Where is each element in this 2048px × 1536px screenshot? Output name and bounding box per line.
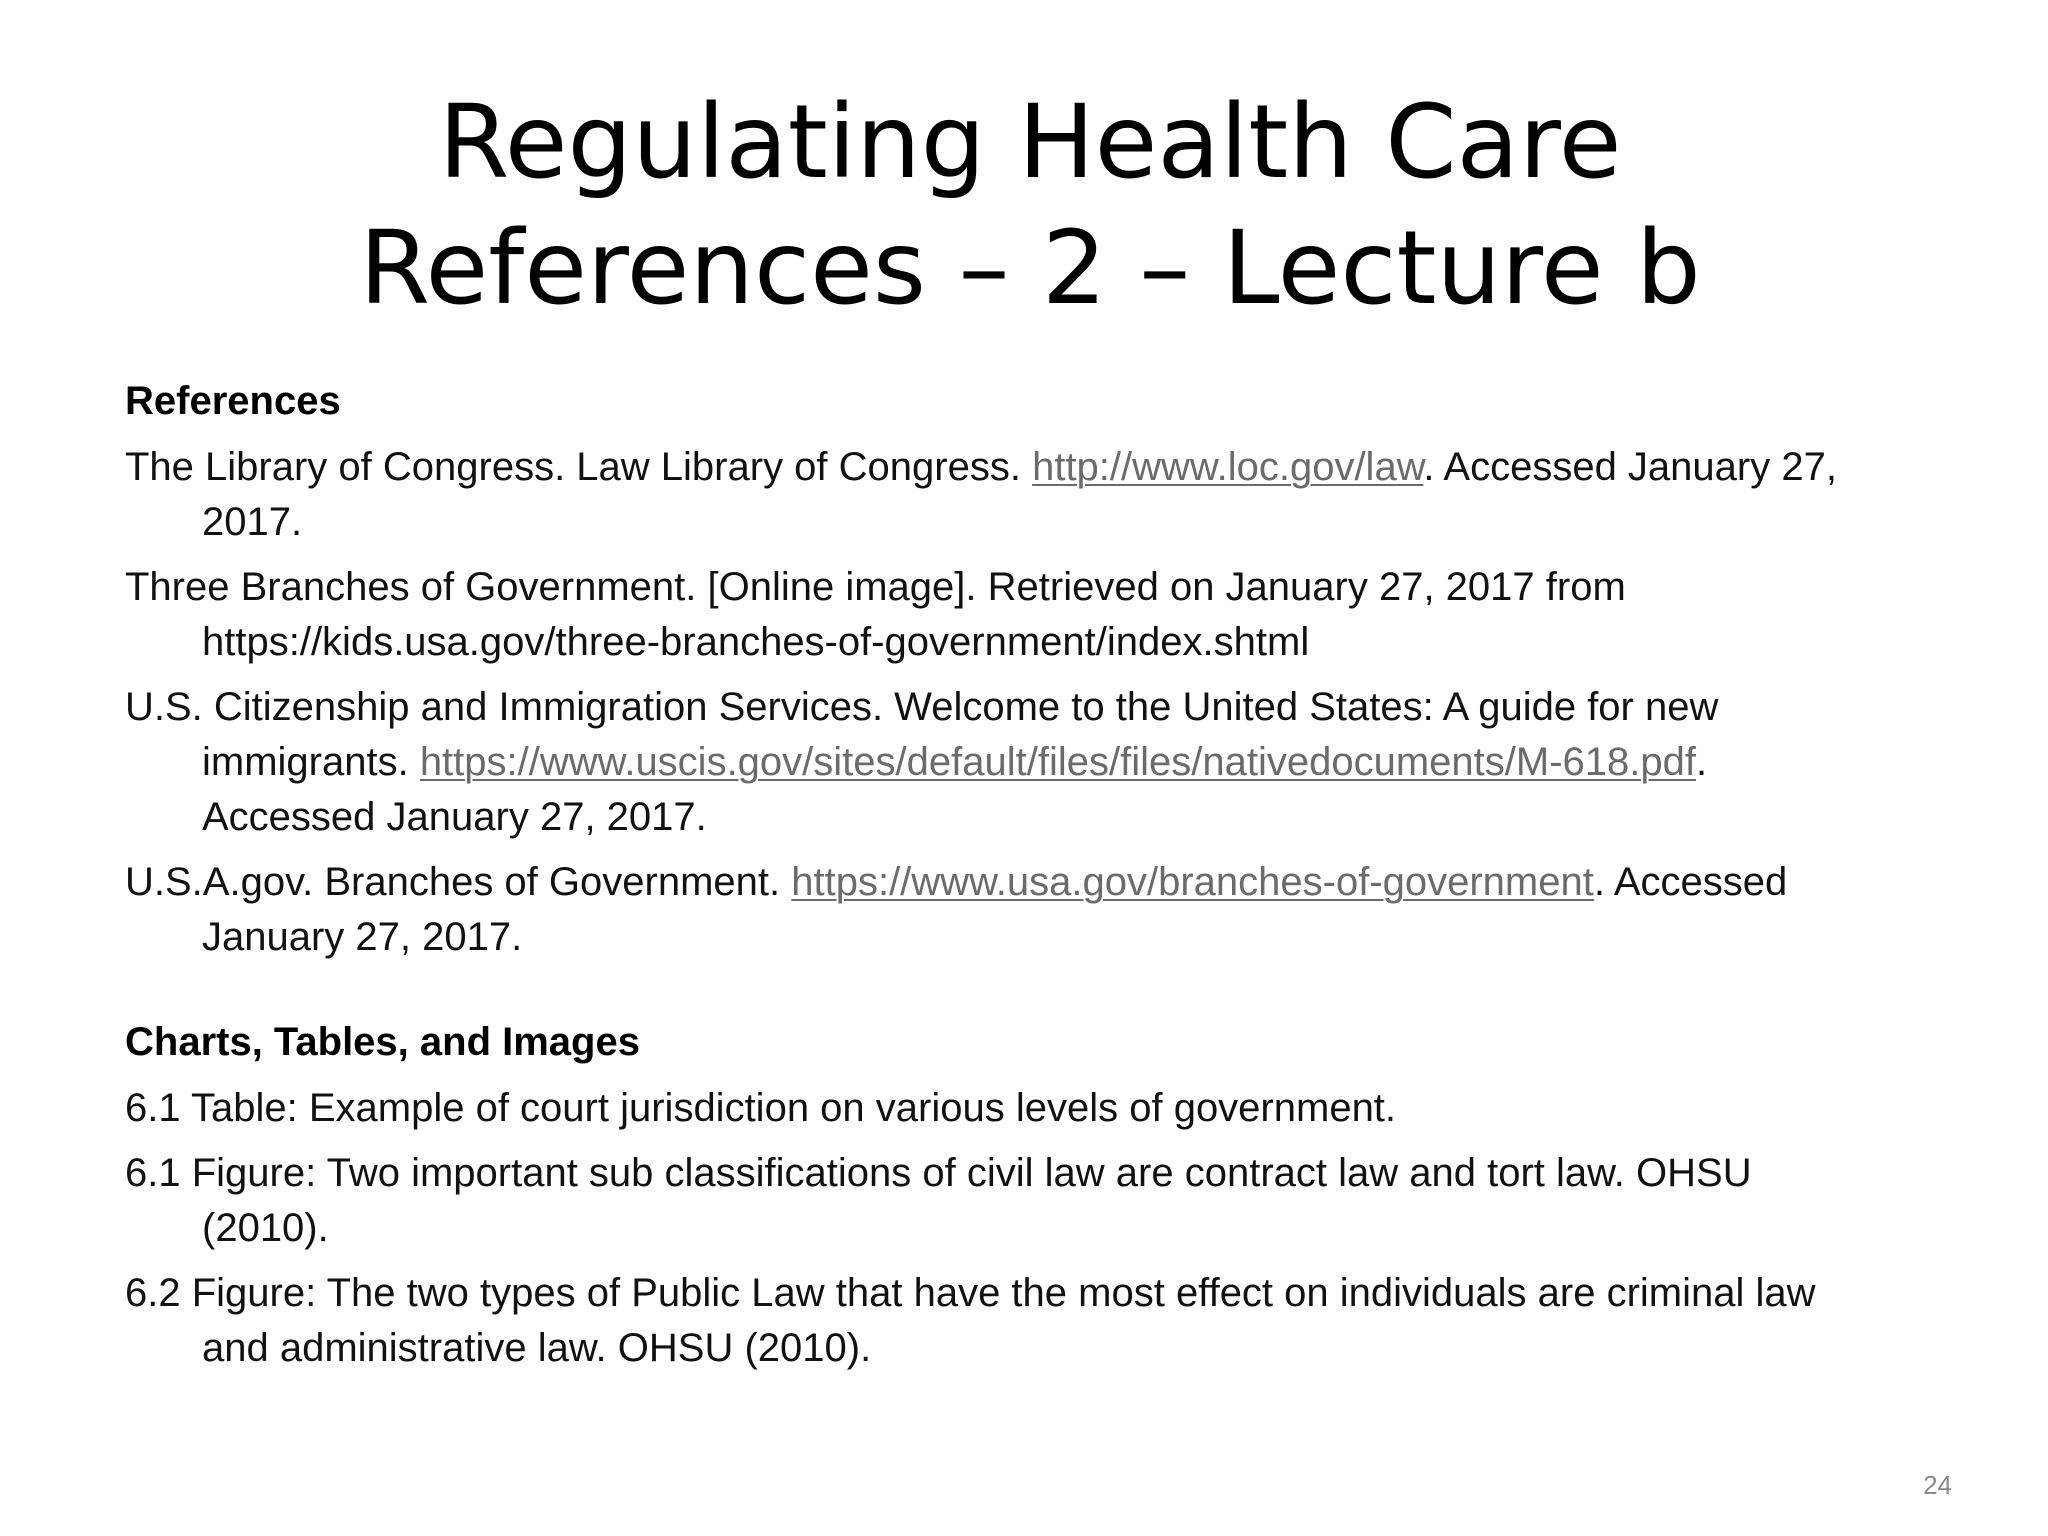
reference-item-3: [125, 680, 1885, 845]
references-heading: References: [125, 379, 341, 423]
charts-heading: Charts, Tables, and Images: [125, 1020, 640, 1064]
slide-content: [125, 376, 1885, 1386]
chart-item-2: 6.1 Figure: Two important sub classifications of civil law are contract law and tort law. OHSU (2010).: [125, 1151, 1752, 1250]
page-number: 24: [1923, 1470, 1952, 1500]
chart-item-1: 6.1 Table: Example of court jurisdiction on various levels of government.: [125, 1086, 1397, 1130]
reference-text: Three Branches of Government. [Online image]. Retrieved on January 27, 2017 from https://kids.usa.gov/three-branches-of-government/index.shtml: [125, 565, 1626, 664]
title-line-2: References – 2 – Lecture b: [359, 209, 1701, 328]
reference-link[interactable]: https://www.uscis.gov/sites/default/files/files/nativedocuments/M-618.pdf: [419, 740, 1696, 784]
reference-text: . Accessed January 27, 2017.: [202, 740, 1708, 839]
reference-text: U.S. Citizenship and Immigration Services. Welcome to the United States: A guide for new immigrants.: [125, 685, 1719, 784]
reference-text: U.S.A.gov. Branches of Government.: [125, 860, 792, 904]
reference-text: The Library of Congress. Law Library of Congress.: [125, 445, 1033, 489]
reference-link[interactable]: https://www.usa.gov/branches-of-government: [791, 860, 1594, 904]
title-line-1: Regulating Health Care: [438, 83, 1622, 202]
reference-text: . Accessed January 27, 2017.: [202, 860, 1788, 959]
reference-text: . Accessed January 27, 2017.: [202, 445, 1837, 544]
reference-link[interactable]: http://www.loc.gov/law: [1032, 445, 1424, 489]
slide-title: [200, 80, 1860, 332]
reference-item-1: [125, 440, 1885, 550]
reference-item-4: [125, 855, 1885, 965]
reference-item-2: [125, 560, 1885, 670]
chart-item-3: 6.2 Figure: The two types of Public Law that have the most effect on individuals are criminal law and administrative law. OHSU (2010).: [125, 1271, 1816, 1370]
